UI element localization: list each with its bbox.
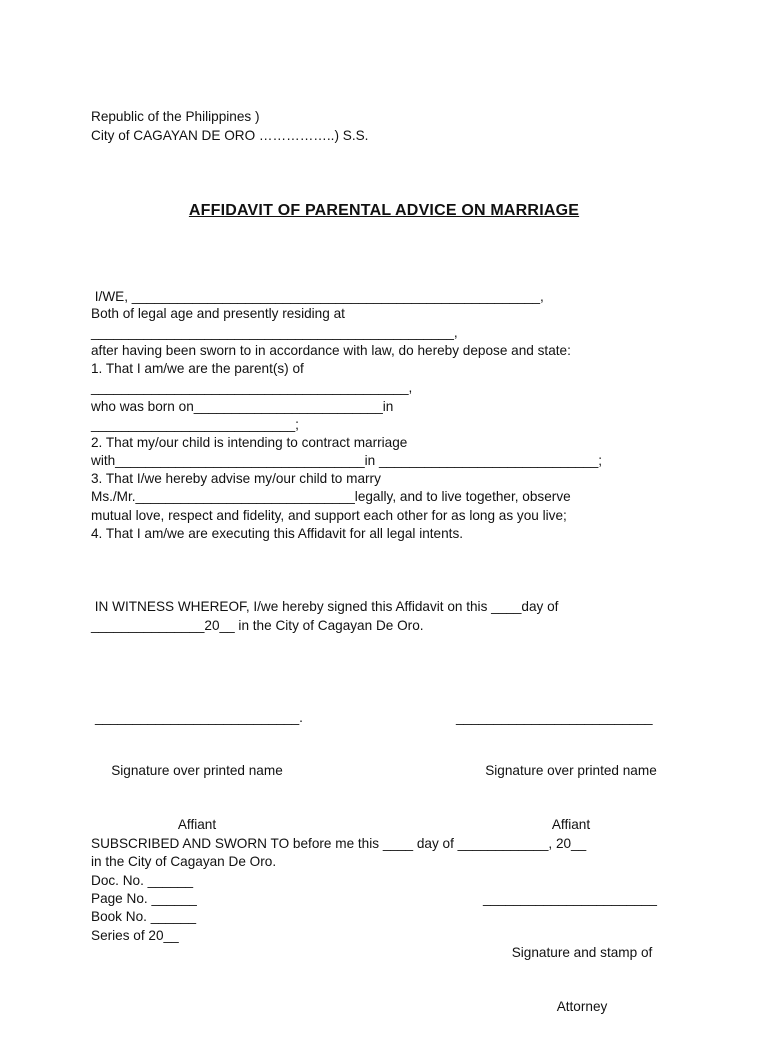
witness-line-2: _______________20__ in the City of Cagayan De Oro.: [91, 618, 424, 633]
left-signature-label: Signature over printed name: [111, 763, 283, 778]
witness-line-1: IN WITNESS WHEREOF, I/we hereby signed this Affidavit on this ____day of: [91, 599, 559, 614]
body-line-child-blank: __________________________________________,: [91, 380, 413, 395]
notary-line-2: in the City of Cagayan De Oro.: [91, 854, 277, 869]
attorney-signature-label: Signature and stamp of: [511, 945, 653, 960]
notary-series: Series of 20__: [91, 928, 179, 943]
body-line-sworn: after having been sworn to in accordance with law, do hereby depose and state:: [91, 343, 571, 358]
notary-book-no: Book No. ______: [91, 909, 197, 924]
notary-doc-no: Doc. No. ______: [91, 873, 194, 888]
document-title: AFFIDAVIT OF PARENTAL ADVICE ON MARRIAGE: [188, 202, 580, 219]
attorney-signature-role: Attorney: [556, 999, 608, 1014]
body-line-address-blank: ________________________________________________,: [91, 325, 458, 340]
body-line-residing: Both of legal age and presently residing at: [91, 306, 345, 321]
right-signature-line: __________________________: [456, 710, 653, 725]
body-line-place-blank: ___________________________;: [91, 417, 299, 432]
body-line-msmr: Ms./Mr._____________________________legally, and to live together, observe: [91, 489, 571, 504]
right-signature-label: Signature over printed name: [485, 763, 657, 778]
header-city: City of CAGAYAN DE ORO ……………..) S.S.: [91, 128, 369, 143]
left-signature-role: Affiant: [177, 817, 217, 832]
body-line-names: I/WE, ______________________________________________________,: [91, 289, 544, 304]
left-signature-line: ___________________________.: [95, 710, 303, 725]
body-line-executing: 4. That I am/we are executing this Affidavit for all legal intents.: [91, 526, 464, 541]
body-line-intending: 2. That my/our child is intending to contract marriage: [91, 435, 408, 450]
right-signature-role: Affiant: [551, 817, 591, 832]
header-republic: Republic of the Philippines ): [91, 109, 260, 124]
body-line-parents: 1. That I am/we are the parent(s) of: [91, 361, 304, 376]
body-line-with: with_________________________________in _____________________________;: [91, 453, 603, 468]
body-line-mutual-love: mutual love, respect and fidelity, and support each other for as long as you live;: [91, 508, 567, 523]
notary-line-1: SUBSCRIBED AND SWORN TO before me this ____ day of ____________, 20__: [91, 836, 587, 851]
attorney-signature-line: _______________________: [483, 891, 657, 906]
notary-page-no: Page No. ______: [91, 891, 197, 906]
body-line-born: who was born on_________________________in: [91, 399, 394, 414]
attorney-signature-block: [482, 908, 682, 1052]
body-line-advise: 3. That I/we hereby advise my/our child to marry: [91, 471, 381, 486]
